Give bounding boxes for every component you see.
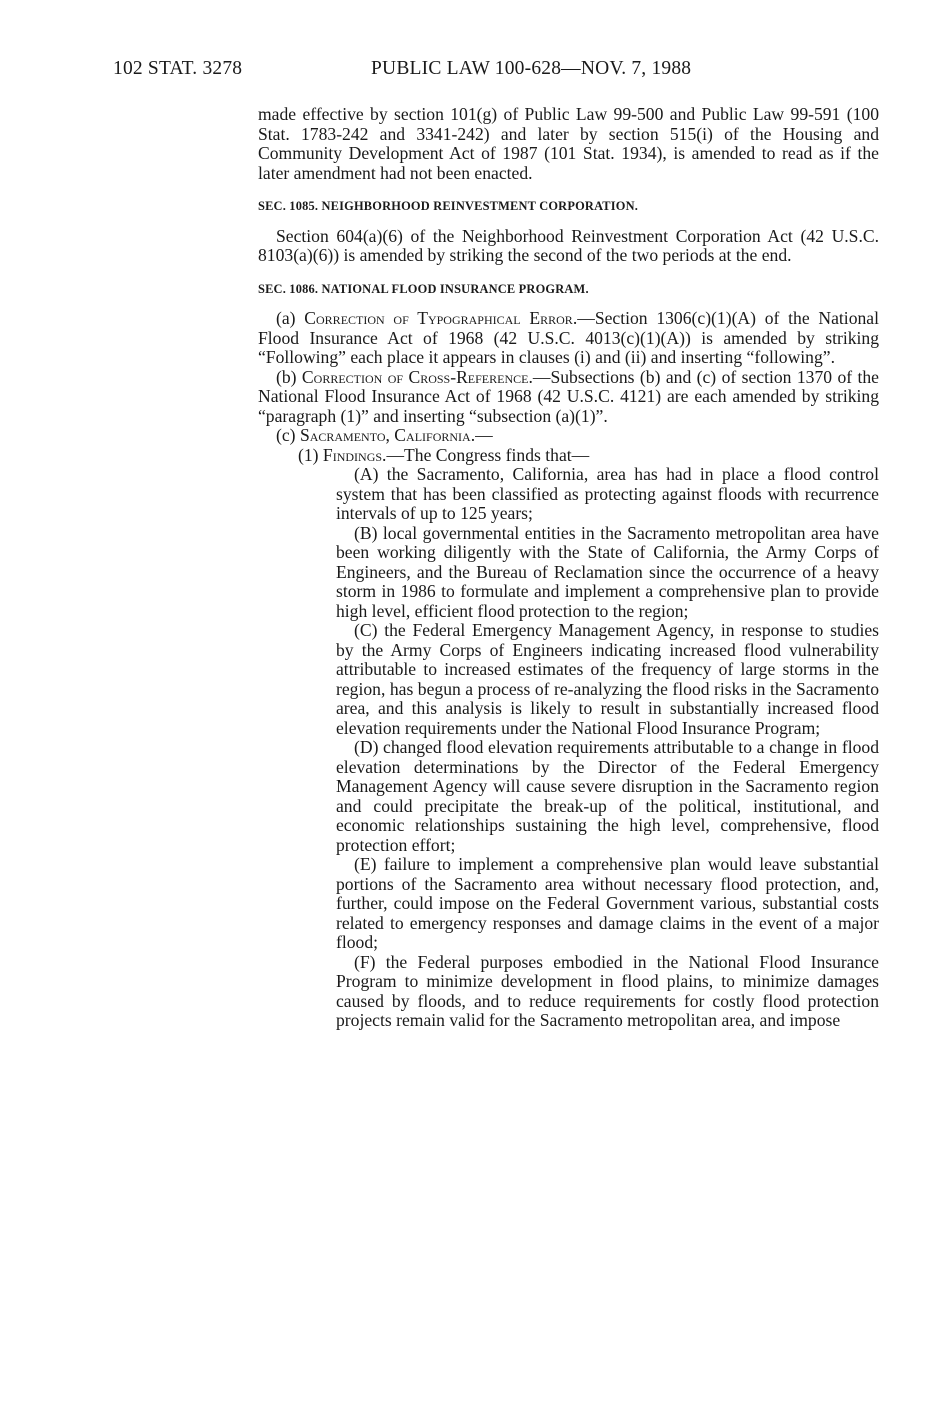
subsection-b-label: (b) bbox=[276, 366, 302, 387]
paragraph-1-caption: Findings. bbox=[322, 444, 387, 465]
finding-a: (A) the Sacramento, California, area has had in place a flood control system that has been classified as protecting against floods with recurrence intervals of up to 125 years; bbox=[336, 464, 879, 523]
section-1085-text: Section 604(a)(6) of the Neighborhood Reinvestment Corporation Act (42 U.S.C. 8103(a)(6)) is amended by striking the second of the two periods at the end. bbox=[258, 225, 879, 265]
finding-b: (B) local governmental entities in the Sacramento metropolitan area have been working diligently with the State of California, the Army Corps of Engineers, and the Bureau of Reclamation since the occurrence of a heavy storm in 1986 to formulate and implement a comprehensive plan to provide high level, efficient flood protection to the region; bbox=[336, 522, 879, 621]
finding-d: (D) changed flood elevation requirements attributable to a change in flood elevation determinations by the Director of the Federal Emergency Management Agency will cause severe disruption in the Sacramento region and could precipitate the break-up of the political, institutional, and economic relationships sustaining the high level, comprehensive, flood protection effort; bbox=[336, 737, 879, 855]
subsection-a-caption: Correction of Typographical Error. bbox=[304, 308, 578, 328]
continuation-paragraph: made effective by section 101(g) of Public Law 99-500 and Public Law 99-591 (100 Stat. 1783-242 and 3341-242) and later by section 515(i) of the Housing and Community Development Act of 1987 (101 Stat. 1934), is amended to read as if the later amendment had not been enacted. bbox=[258, 104, 879, 183]
subsection-a-label: (a) bbox=[276, 308, 305, 328]
paragraph-1 bbox=[258, 446, 879, 466]
finding-e: (E) failure to implement a comprehensive plan would leave substantial portions of the Sacramento area without necessary flood protection, and, further, could impose on the Federal Government various, substantial costs related to emergency responses and damage claims in the event of a major flood; bbox=[336, 854, 879, 952]
subsection-c-dash: — bbox=[475, 425, 493, 445]
subsection-a bbox=[258, 309, 879, 368]
subsection-a-text: —Section 1306(c)(1)(A) of the National Flood Insurance Act of 1968 (42 U.S.C. 4013(c)(1)(A)) is amended by striking “Following” each place it appears in clauses (i) and (ii) and inserting “following”. bbox=[258, 308, 879, 367]
subsection-c-caption: Sacramento, California. bbox=[299, 425, 476, 445]
section-1086-heading: SEC. 1086. NATIONAL FLOOD INSURANCE PROGRAM. bbox=[258, 281, 589, 296]
page-body bbox=[258, 105, 879, 1031]
section-1085-heading: SEC. 1085. NEIGHBORHOOD REINVESTMENT CORPORATION. bbox=[258, 199, 639, 213]
paragraph-1-text: —The Congress finds that— bbox=[386, 444, 590, 465]
subsection-b bbox=[258, 368, 879, 427]
finding-c: (C) the Federal Emergency Management Agency, in response to studies by the Army Corps of Engineers indicating increased flood vulnerability attributable to increased estimates of the frequency of large storms in the region, has begun a process of re-analyzing the flood risks in the Sacramento area, and this analysis is likely to result in substantially increased flood elevation requirements under the National Flood Insurance Program; bbox=[336, 620, 879, 738]
subsection-c bbox=[258, 426, 879, 446]
paragraph-1-label: (1) bbox=[298, 444, 323, 465]
subsection-b-text: —Subsections (b) and (c) of section 1370 of the National Flood Insurance Act of 1968 (42 U.S.C. 4121) are each amended by striking “paragraph (1)” and inserting “subsection (a)(1)”. bbox=[258, 366, 879, 426]
subsection-b-caption: Correction of Cross-Reference. bbox=[301, 366, 533, 387]
subsection-c-label: (c) bbox=[276, 425, 300, 445]
stat-page-number: 102 STAT. 3278 bbox=[113, 58, 243, 79]
public-law-citation: PUBLIC LAW 100-628—NOV. 7, 1988 bbox=[371, 58, 692, 79]
finding-f: (F) the Federal purposes embodied in the National Flood Insurance Program to minimize development in flood plains, to minimize damages caused by floods, and to reduce requirements for costly flood protection projects remain valid for the Sacramento metropolitan area, and impose bbox=[336, 951, 879, 1030]
